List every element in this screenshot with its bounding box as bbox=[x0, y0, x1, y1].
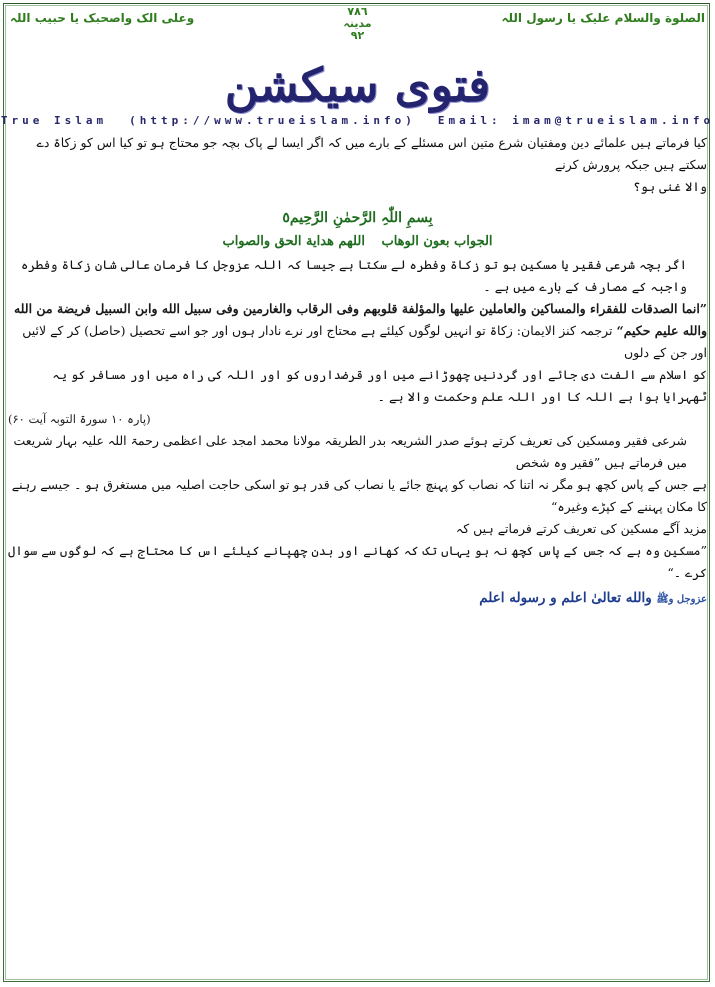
answer-heading bbox=[8, 230, 707, 254]
site-name: True Islam bbox=[0, 114, 108, 127]
closing-line bbox=[8, 586, 707, 612]
answer-paragraph-4: ”مسکین وہ ہے کہ جس کے پاس کچھ نہ ہو یہاں تک کہ کھانے اور بدن چھپانے کیلئے اس کا محتاج ہے کہ لوگوں سے سوال کرے ۔“ bbox=[8, 543, 707, 580]
ayah-text-end: والله علیم حکیم“ bbox=[616, 323, 707, 338]
page-number-alt: ٩٢ bbox=[350, 29, 365, 42]
page-number: ٧٨٦ bbox=[347, 5, 368, 18]
answer-paragraph-2-line-2: ہے جس کے پاس کچھ ہو مگر نہ اتنا کہ نصاب کو پہنچ جائے یا نصاب کی قدر ہو تو اسکی حاجت اصلیہ میں مستغرق ہو ۔ جیسے رہنے کا مکان پہننے کے کپڑے وغیرہ“ bbox=[11, 477, 707, 514]
salutation-right: الصلوة والسلام علیک یا رسول اللہ bbox=[501, 11, 705, 25]
question-line-2: والا غنی ہو؟ bbox=[633, 179, 707, 194]
fatwa-content bbox=[8, 132, 707, 612]
quran-reference: (پارہ ۱۰ سورۃ التوبہ آیت ۶۰) bbox=[8, 412, 151, 426]
masthead-title: فتوی سیکشن bbox=[224, 58, 491, 112]
question-line-1: کیا فرماتے ہیں علمائے دین ومفتیان شرع متین اس مسئلے کے بارے میں کہ اگر ایسا لے پاک بچہ جو محتاج ہو تو کیا اس کو زکاۃ دے سکتے ہیں جبکہ پرورش کرنے bbox=[36, 135, 707, 172]
header-bar bbox=[8, 5, 707, 44]
answer-paragraph-1: اگر بچہ شرعی فقیر یا مسکین ہو تو زکاۃ وفطرہ لے سکتا ہے جیسا کہ اللہ عزوجل کا فرمان عالی شان زکاۃ وفطرہ واجبہ کے مصارف کے بارے میں ہے ۔ bbox=[20, 257, 687, 294]
email-label: Email: bbox=[437, 114, 502, 127]
contact-line bbox=[0, 114, 715, 127]
honorific-glyph: عزوجل وﷺ bbox=[656, 594, 707, 605]
basmala: بِسمِ اللّٰہِ الرَّحمٰنِ الرَّحِیم٥ bbox=[282, 210, 433, 226]
answer-heading-part-1: الجواب بعون الوهاب bbox=[381, 234, 493, 249]
email-link[interactable]: imam@trueislam.info bbox=[512, 114, 715, 127]
ayah-text: ”انما الصدقات للفقراء والمساکین والعاملین علیها والمؤلفة قلوبهم وفی الرقاب والغارمین وفی سبیل الله وابن السبیل فریضة من الله bbox=[13, 301, 707, 316]
answer-heading-part-2: اللهم هداية الحق والصواب bbox=[222, 234, 365, 249]
answer-paragraph-3: مزید آگے مسکین کی تعریف کرتے فرماتے ہیں کہ bbox=[455, 521, 707, 536]
page-number-block bbox=[343, 6, 371, 42]
closing-text: والله تعالیٰ اعلم و رسوله اعلم bbox=[479, 590, 652, 606]
salutation-left: وعلی الک واصحبک یا حبیب اللہ bbox=[10, 11, 195, 25]
translation-line-1: ترجمہ کنز الایمان: زکاۃ تو انہیں لوگوں کیلئے ہے محتاج اور نرے نادار ہوں اور جو اسے تحصیل (حاصل) کر کے لائیں اور جن کے دلوں bbox=[22, 323, 707, 360]
ayah-translation-line-1 bbox=[8, 320, 707, 364]
masthead bbox=[0, 58, 715, 112]
site-url-link[interactable]: (http://www.trueislam.info) bbox=[129, 114, 416, 127]
translation-line-2: کو اسلام سے الفت دی جائے اور گردنیں چھوڑانے میں اور قرضداروں کو اور اللہ کی راہ میں اور مسافر کو یہ ٹھہرایا ہوا ہے اللہ کا اور اللہ علم وحکمت والا ہے ۔ bbox=[52, 367, 707, 404]
page-number-sub: مدینہ bbox=[343, 17, 372, 30]
answer-paragraph-2-line-1: شرعی فقیر ومسکین کی تعریف کرتے ہوئے صدر الشریعہ بدر الطریقہ مولانا محمد امجد علی اعظمی رحمۃ اللہ علیہ بہار شریعت میں فرماتے ہیں ”فقیر وہ شخص bbox=[13, 433, 687, 470]
